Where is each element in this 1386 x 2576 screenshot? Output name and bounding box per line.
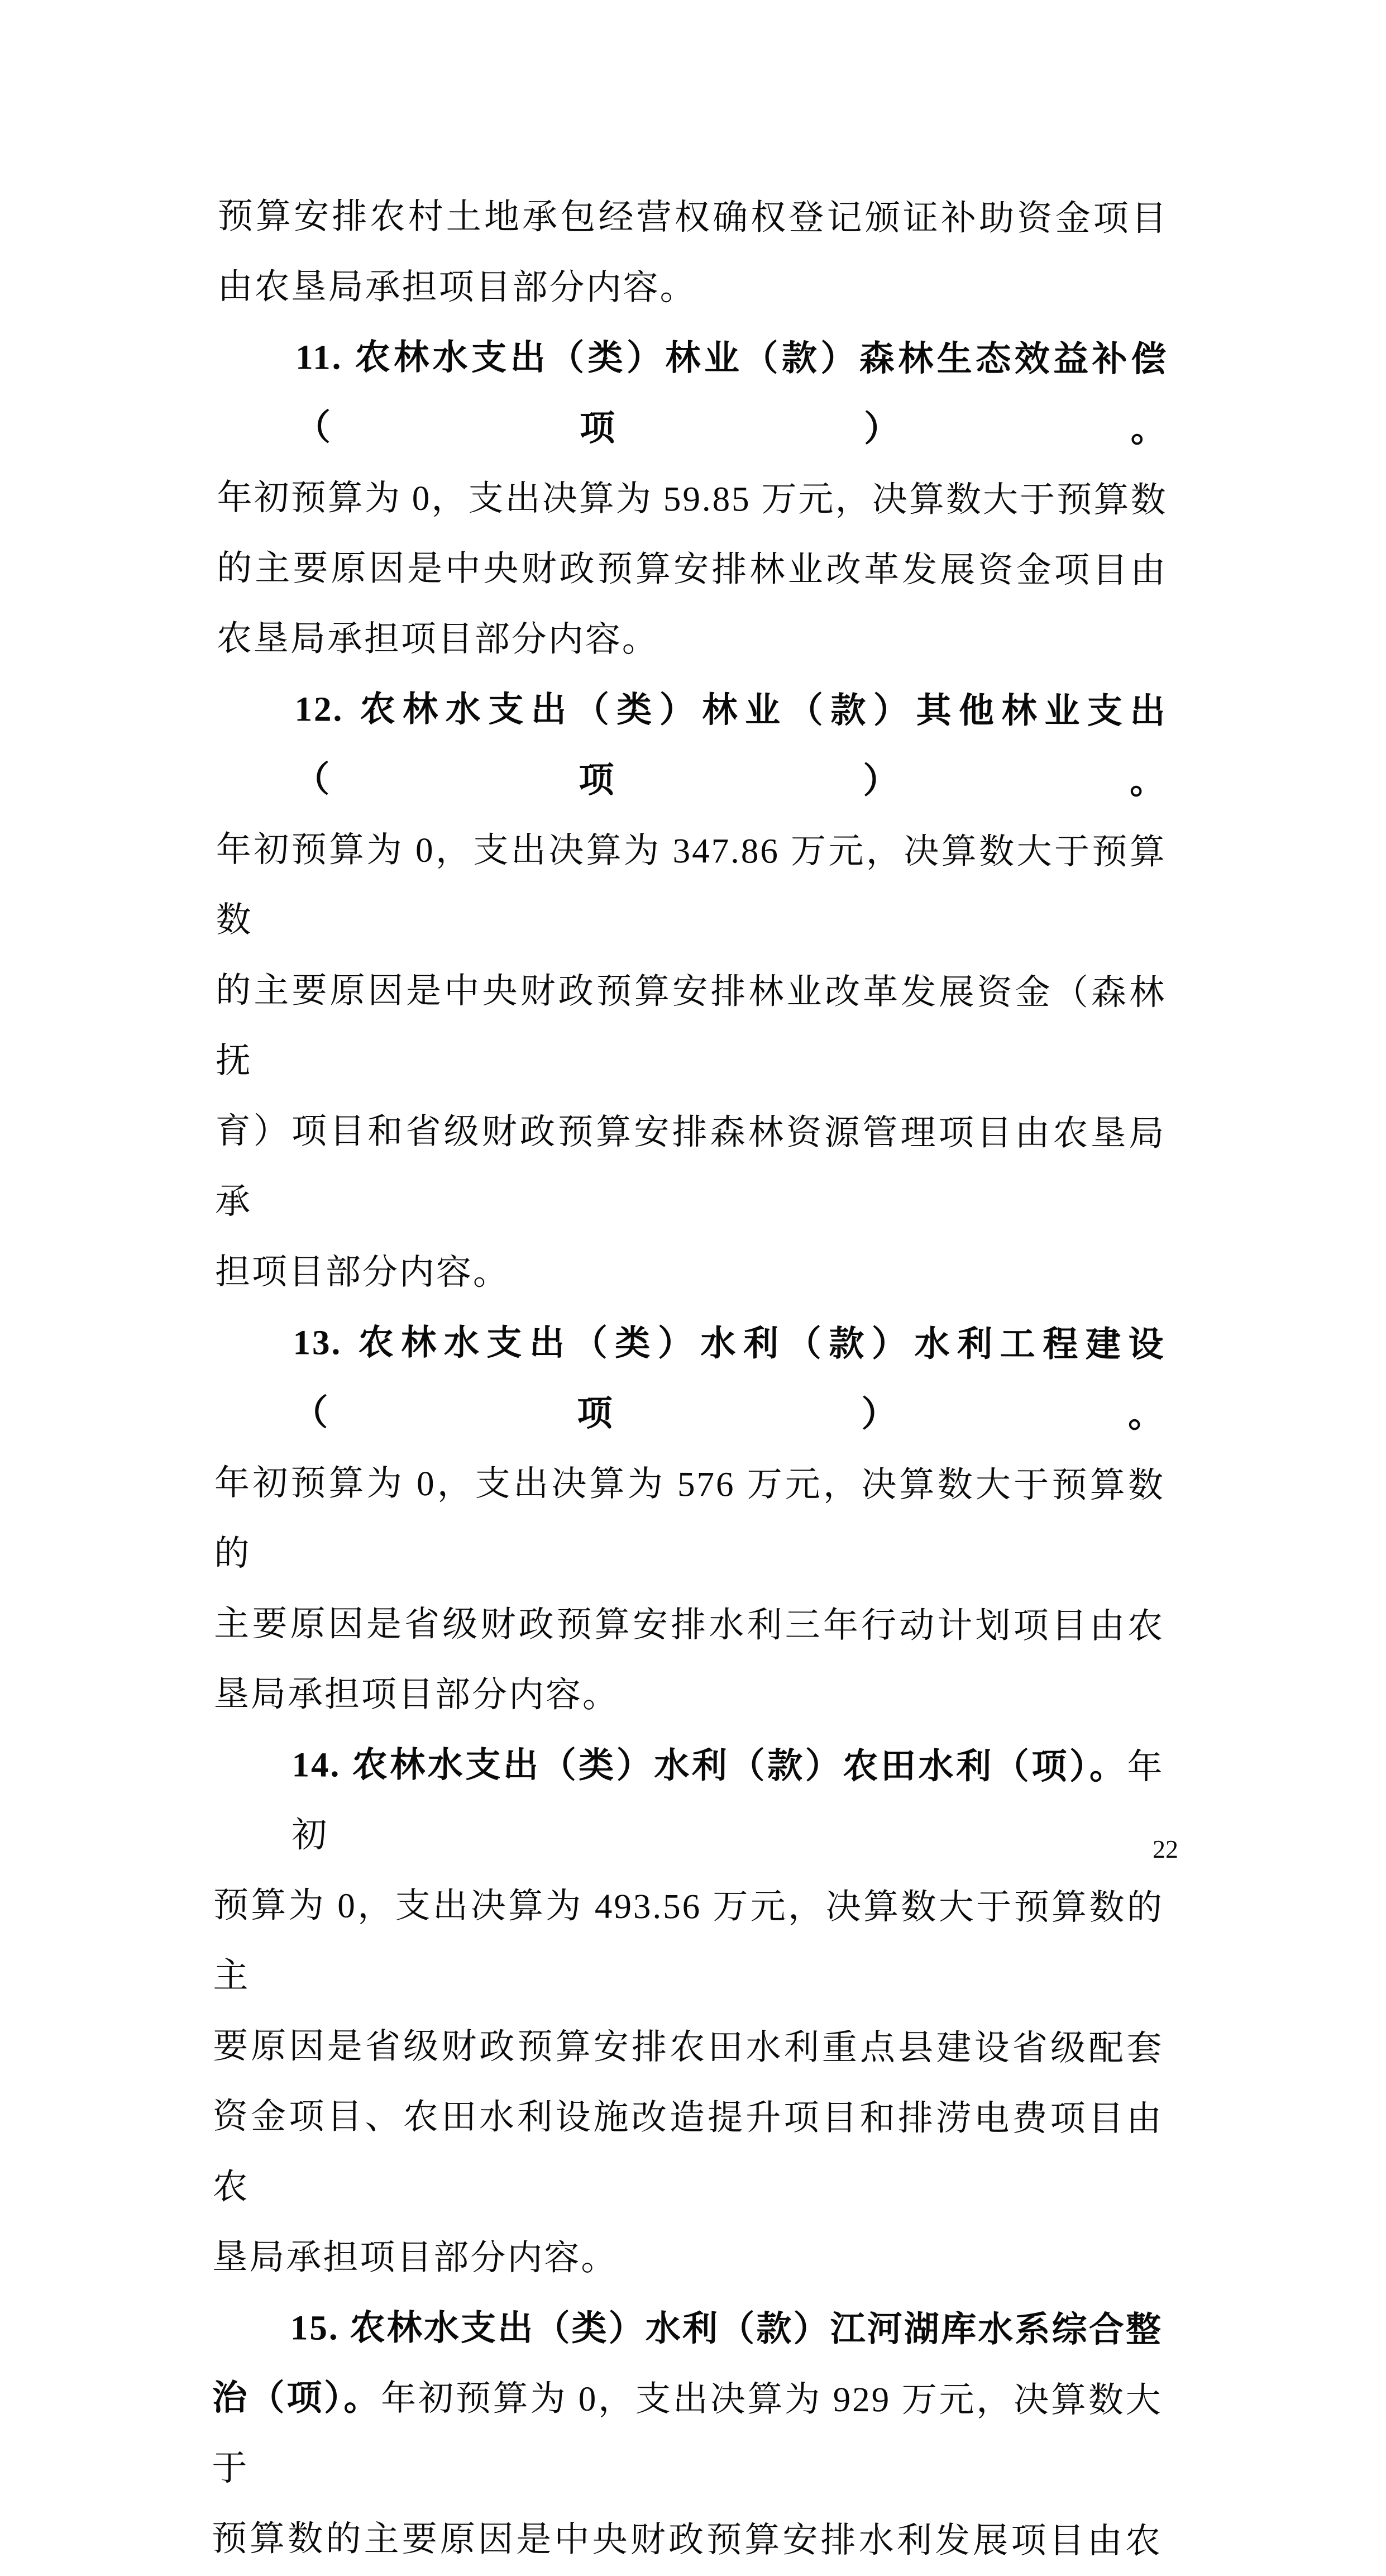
body-text-segment: 主要原因是省级财政预算安排水利三年行动计划项目由农 xyxy=(214,1604,1165,1646)
text-line xyxy=(218,181,1168,254)
body-text-segment: 由农垦局承担项目部分内容。 xyxy=(217,266,697,308)
text-line xyxy=(217,603,1167,676)
item-heading-segment: 14. 农林水支出（类）水利（款）农田水利（项）。 xyxy=(291,1745,1127,1787)
body-text-segment: 垦局承担项目部分内容。 xyxy=(213,1674,619,1715)
text-line xyxy=(217,533,1167,605)
body-text-segment: 年初预算为 0，支出决算为 576 万元，决算数大于预算数的 xyxy=(214,1463,1165,1573)
body-text-segment: 预算安排农村土地承包经营权确权登记颁证补助资金项目 xyxy=(217,196,1168,238)
body-text-segment: 预算数的主要原因是中央财政预算安排水利发展项目由农 xyxy=(211,2518,1163,2561)
text-line xyxy=(217,251,1168,324)
text-line xyxy=(212,2292,1163,2365)
item-heading-segment: 15. 农林水支出（类）水利（款）江河湖库水系综合整 xyxy=(290,2308,1163,2350)
body-text-segment: 年初预算为 0，支出决算为 929 万元，决算数大于 xyxy=(212,2378,1163,2488)
body-text-segment: 的主要原因是中央财政预算安排林业改革发展资金（森林抚 xyxy=(215,970,1167,1081)
body-text-segment: 担项目部分内容。 xyxy=(214,1252,510,1292)
text-line xyxy=(215,1096,1166,1239)
text-line xyxy=(212,2363,1163,2506)
text-line xyxy=(214,1307,1165,1450)
text-line xyxy=(217,462,1167,535)
body-text-segment: 的主要原因是中央财政预算安排林业改革发展资金项目由 xyxy=(217,548,1168,590)
document-body xyxy=(212,181,1168,2576)
item-heading-segment: 13. 农林水支出（类）水利（款）水利工程建设（项）。 xyxy=(293,1323,1165,1435)
text-line xyxy=(214,1588,1164,1661)
item-heading-segment: 治（项）。 xyxy=(212,2378,381,2418)
body-text-segment: 预算为 0，支出决算为 493.56 万元，决算数大于预算数的主 xyxy=(213,1885,1164,1996)
text-line xyxy=(217,322,1168,465)
text-line xyxy=(216,955,1167,1098)
text-line xyxy=(216,674,1167,817)
body-text-segment: 农垦局承担项目部分内容。 xyxy=(216,618,659,660)
item-heading-segment: 11. 农林水支出（类）林业（款）森林生态效益补偿（项）。 xyxy=(295,337,1168,450)
text-line xyxy=(216,814,1167,957)
body-text-segment: 年初预算为 0，支出决算为 347.86 万元，决算数大于预算数 xyxy=(216,829,1167,940)
text-line xyxy=(212,2222,1163,2294)
body-text-segment: 资金项目、农田水利设施改造提升项目和排涝电费项目由农 xyxy=(212,2096,1164,2207)
text-line xyxy=(213,1870,1164,2013)
item-heading-segment: 12. 农林水支出（类）林业（款）其他林业支出（项）。 xyxy=(294,689,1167,802)
body-text-segment: 年初 xyxy=(291,1747,1164,1855)
body-text-segment: 年初预算为 0，支出决算为 59.85 万元，决算数大于预算数 xyxy=(217,478,1168,520)
text-line xyxy=(212,2081,1163,2224)
body-text-segment: 垦局承担项目部分内容。 xyxy=(212,2237,618,2278)
page-number: 22 xyxy=(1153,1835,1178,1863)
body-text-segment: 要原因是省级财政预算安排农田水利重点县建设省级配套 xyxy=(213,2026,1164,2068)
text-line xyxy=(213,1729,1164,1872)
text-line xyxy=(215,1237,1165,1309)
body-text-segment: 育）项目和省级财政预算安排森林资源管理项目由农垦局承 xyxy=(215,1111,1166,1222)
text-line xyxy=(212,2503,1162,2576)
text-line xyxy=(213,2011,1163,2083)
text-line xyxy=(214,1659,1164,1731)
text-line xyxy=(214,1448,1165,1591)
